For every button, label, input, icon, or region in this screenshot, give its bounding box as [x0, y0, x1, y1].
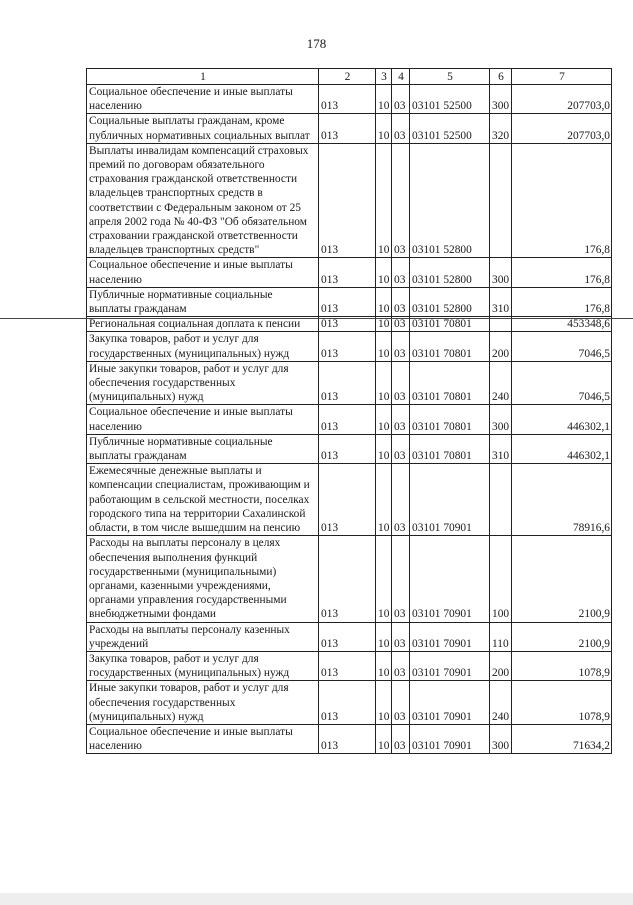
amount-cell: 176,8	[512, 143, 612, 258]
ved-code-cell: 013	[319, 622, 376, 651]
target-article-cell: 03101 52800	[410, 258, 490, 287]
subsection-code-cell: 03	[392, 724, 410, 753]
amount-cell: 453348,6	[512, 317, 612, 332]
page-number: 178	[306, 36, 327, 51]
amount-cell: 7046,5	[512, 361, 612, 405]
ved-code-cell: 013	[319, 464, 376, 536]
target-article-cell: 03101 52500	[410, 114, 490, 143]
section-code-cell: 10	[376, 434, 392, 463]
table-row	[87, 622, 612, 651]
header-cell-col2: 2	[319, 69, 376, 85]
section-code-cell: 10	[376, 622, 392, 651]
ved-code-cell: 013	[319, 85, 376, 114]
target-article-cell: 03101 70801	[410, 361, 490, 405]
amount-cell: 176,8	[512, 258, 612, 287]
amount-cell: 2100,9	[512, 622, 612, 651]
expense-type-cell: 300	[490, 258, 512, 287]
target-article-cell: 03101 70901	[410, 464, 490, 536]
table-row	[87, 405, 612, 434]
ved-code-cell: 013	[319, 258, 376, 287]
subsection-code-cell: 03	[392, 681, 410, 725]
scan-artifact-line	[0, 318, 633, 319]
amount-cell: 446302,1	[512, 405, 612, 434]
subsection-code-cell: 03	[392, 622, 410, 651]
table-row	[87, 258, 612, 287]
row-name-cell: Ежемесячные денежные выплаты и компенсации специалистам, проживающим и работающим в сельской местности, поселках городского типа на территории Сахалинской области, в том числе вышедшим на пенсию	[87, 464, 319, 536]
header-cell-col1: 1	[87, 69, 319, 85]
expense-type-cell: 300	[490, 85, 512, 114]
ved-code-cell: 013	[319, 287, 376, 316]
amount-cell: 71634,2	[512, 724, 612, 753]
table-row	[87, 651, 612, 680]
row-name-cell: Расходы на выплаты персоналу казенных учреждений	[87, 622, 319, 651]
target-article-cell: 03101 52500	[410, 85, 490, 114]
amount-cell: 1078,9	[512, 651, 612, 680]
amount-cell: 446302,1	[512, 434, 612, 463]
section-code-cell: 10	[376, 85, 392, 114]
table-row	[87, 85, 612, 114]
target-article-cell: 03101 70901	[410, 651, 490, 680]
section-code-cell: 10	[376, 287, 392, 316]
amount-cell: 207703,0	[512, 114, 612, 143]
header-cell-col7: 7	[512, 69, 612, 85]
ved-code-cell: 013	[319, 681, 376, 725]
target-article-cell: 03101 70801	[410, 434, 490, 463]
expense-type-cell	[490, 464, 512, 536]
table-row	[87, 434, 612, 463]
row-name-cell: Расходы на выплаты персоналу в целях обеспечения выполнения функций государственными (муниципальными) органами, казенными учреждениями, органами управления государственными внебюджетными фондами	[87, 536, 319, 622]
expense-type-cell: 310	[490, 287, 512, 316]
row-name-cell: Социальные выплаты гражданам, кроме публичных нормативных социальных выплат	[87, 114, 319, 143]
table-row	[87, 114, 612, 143]
subsection-code-cell: 03	[392, 434, 410, 463]
header-row	[87, 69, 612, 85]
header-cell-col3: 3	[376, 69, 392, 85]
header-cell-col4: 4	[392, 69, 410, 85]
target-article-cell: 03101 70801	[410, 332, 490, 361]
subsection-code-cell: 03	[392, 114, 410, 143]
table-row	[87, 464, 612, 536]
row-name-cell: Социальное обеспечение и иные выплаты населению	[87, 405, 319, 434]
subsection-code-cell: 03	[392, 464, 410, 536]
subsection-code-cell: 03	[392, 536, 410, 622]
table-row	[87, 143, 612, 258]
subsection-code-cell: 03	[392, 143, 410, 258]
amount-cell: 207703,0	[512, 85, 612, 114]
amount-cell: 2100,9	[512, 536, 612, 622]
subsection-code-cell: 03	[392, 317, 410, 332]
subsection-code-cell: 03	[392, 287, 410, 316]
row-name-cell: Иные закупки товаров, работ и услуг для обеспечения государственных (муниципальных) нужд	[87, 681, 319, 725]
row-name-cell: Закупка товаров, работ и услуг для государственных (муниципальных) нужд	[87, 651, 319, 680]
table-row	[87, 287, 612, 316]
target-article-cell: 03101 52800	[410, 143, 490, 258]
expense-type-cell: 240	[490, 681, 512, 725]
ved-code-cell: 013	[319, 317, 376, 332]
row-name-cell: Социальное обеспечение и иные выплаты населению	[87, 724, 319, 753]
target-article-cell: 03101 70801	[410, 317, 490, 332]
section-code-cell: 10	[376, 405, 392, 434]
section-code-cell: 10	[376, 361, 392, 405]
expense-type-cell	[490, 143, 512, 258]
target-article-cell: 03101 70801	[410, 405, 490, 434]
row-name-cell: Публичные нормативные социальные выплаты гражданам	[87, 434, 319, 463]
expense-type-cell: 310	[490, 434, 512, 463]
expense-type-cell: 200	[490, 651, 512, 680]
subsection-code-cell: 03	[392, 361, 410, 405]
subsection-code-cell: 03	[392, 405, 410, 434]
subsection-code-cell: 03	[392, 85, 410, 114]
ved-code-cell: 013	[319, 724, 376, 753]
section-code-cell: 10	[376, 317, 392, 332]
header-cell-col6: 6	[490, 69, 512, 85]
amount-cell: 78916,6	[512, 464, 612, 536]
table-row	[87, 317, 612, 332]
subsection-code-cell: 03	[392, 651, 410, 680]
budget-table	[86, 68, 612, 754]
ved-code-cell: 013	[319, 143, 376, 258]
section-code-cell: 10	[376, 114, 392, 143]
amount-cell: 176,8	[512, 287, 612, 316]
target-article-cell: 03101 70901	[410, 622, 490, 651]
ved-code-cell: 013	[319, 361, 376, 405]
ved-code-cell: 013	[319, 405, 376, 434]
amount-cell: 7046,5	[512, 332, 612, 361]
scan-bottom-edge	[0, 893, 633, 905]
table-row	[87, 361, 612, 405]
row-name-cell: Региональная социальная доплата к пенсии	[87, 317, 319, 332]
section-code-cell: 10	[376, 143, 392, 258]
expense-type-cell: 300	[490, 724, 512, 753]
target-article-cell: 03101 52800	[410, 287, 490, 316]
ved-code-cell: 013	[319, 434, 376, 463]
section-code-cell: 10	[376, 464, 392, 536]
section-code-cell: 10	[376, 681, 392, 725]
row-name-cell: Закупка товаров, работ и услуг для государственных (муниципальных) нужд	[87, 332, 319, 361]
expense-type-cell: 240	[490, 361, 512, 405]
table-body	[87, 85, 612, 754]
subsection-code-cell: 03	[392, 332, 410, 361]
section-code-cell: 10	[376, 651, 392, 680]
ved-code-cell: 013	[319, 332, 376, 361]
target-article-cell: 03101 70901	[410, 681, 490, 725]
target-article-cell: 03101 70901	[410, 724, 490, 753]
row-name-cell: Социальное обеспечение и иные выплаты населению	[87, 258, 319, 287]
expense-type-cell: 200	[490, 332, 512, 361]
section-code-cell: 10	[376, 536, 392, 622]
row-name-cell: Социальное обеспечение и иные выплаты населению	[87, 85, 319, 114]
row-name-cell: Иные закупки товаров, работ и услуг для обеспечения государственных (муниципальных) нужд	[87, 361, 319, 405]
section-code-cell: 10	[376, 258, 392, 287]
expense-type-cell	[490, 317, 512, 332]
table-row	[87, 332, 612, 361]
expense-type-cell: 300	[490, 405, 512, 434]
table-row	[87, 536, 612, 622]
expense-type-cell: 110	[490, 622, 512, 651]
row-name-cell: Публичные нормативные социальные выплаты гражданам	[87, 287, 319, 316]
expense-type-cell: 100	[490, 536, 512, 622]
expense-type-cell: 320	[490, 114, 512, 143]
row-name-cell: Выплаты инвалидам компенсаций страховых премий по договорам обязательного страхования гражданской ответственности владельцев транспортных средств в соответствии с Федеральным законом от 25 апреля 2002 года № 40-ФЗ "Об обязательном страховании гражданской ответственности владельцев транспортных средств"	[87, 143, 319, 258]
section-code-cell: 10	[376, 332, 392, 361]
table-row	[87, 724, 612, 753]
subsection-code-cell: 03	[392, 258, 410, 287]
table-row	[87, 681, 612, 725]
target-article-cell: 03101 70901	[410, 536, 490, 622]
ved-code-cell: 013	[319, 651, 376, 680]
ved-code-cell: 013	[319, 114, 376, 143]
ved-code-cell: 013	[319, 536, 376, 622]
amount-cell: 1078,9	[512, 681, 612, 725]
header-cell-col5: 5	[410, 69, 490, 85]
section-code-cell: 10	[376, 724, 392, 753]
